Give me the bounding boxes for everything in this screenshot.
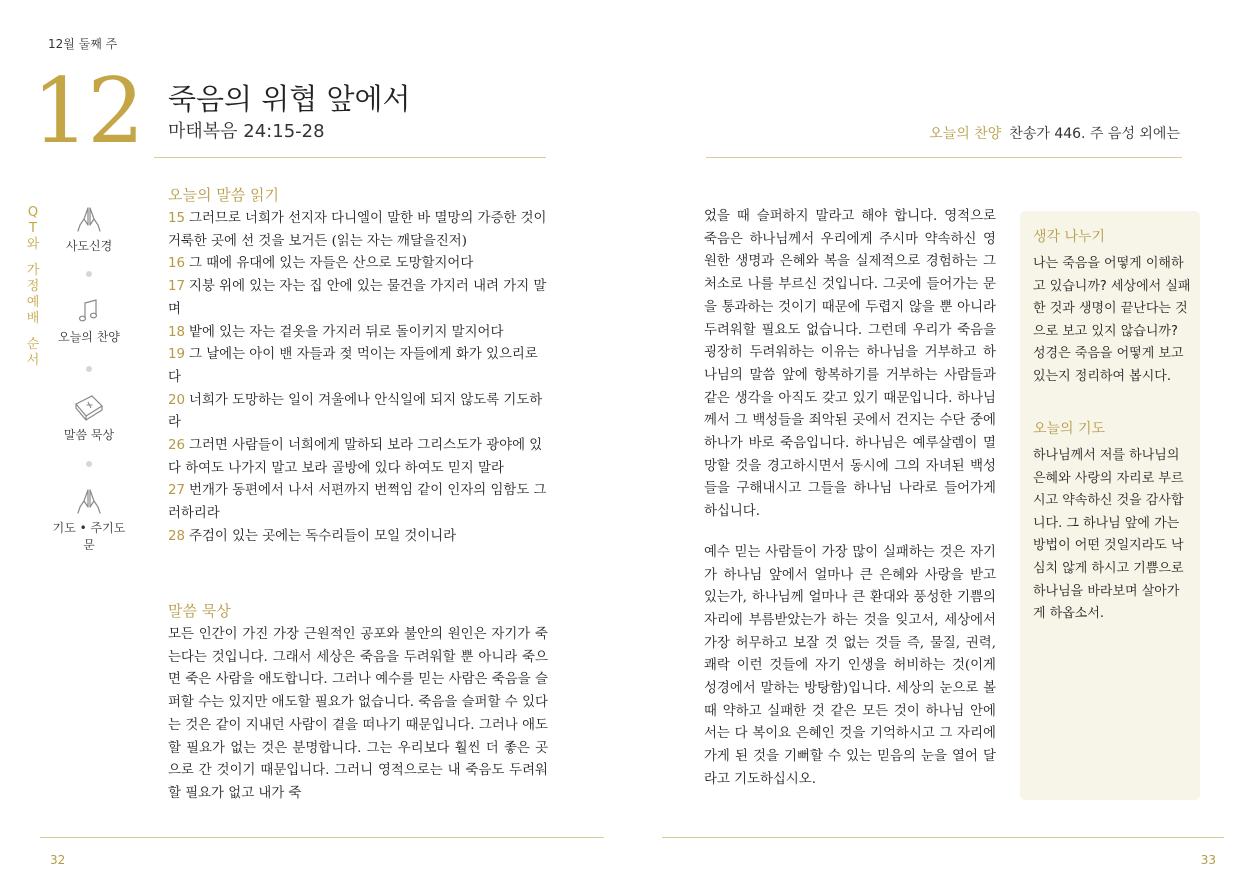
week-label: 12월 둘째 주 [48, 37, 118, 51]
bible-book-icon [72, 392, 106, 422]
sharing-heading: 생각 나누기 [1033, 229, 1106, 245]
sidebar-item-creed [50, 205, 128, 254]
page-title: 죽음의 위협 앞에서 [168, 82, 411, 116]
prayer-heading: 오늘의 기도 [1033, 421, 1106, 437]
verse: 18 밭에 있는 자는 겉옷을 가지러 뒤로 돌이키지 말지어다 [168, 324, 504, 340]
vertical-char: 와 [26, 237, 40, 252]
vertical-char: Q [27, 205, 39, 220]
meditation-text-right [704, 206, 996, 792]
meditation-paragraph: 었을 때 슬퍼하지 말라고 해야 합니다. 영적으로 죽음은 하나님께서 우리에게 주시마 약속하신 영원한 생명과 은혜와 복을 실제적으로 경험하는 그 처소로 나를 부르신 것입니다. 그곳에 들어가는 문을 통과하는 것이기 때문에 두렵지 않을 뿐 아니라 두려워할 필요도 없습니다. 그런데 우리가 죽음을 굉장히 두려워하는 이유는 하나님을 거부하고 하나님의 말씀 앞에 항복하기를 거부하는 사람들과 같은 생각을 아직도 갖고 있기 때문입니다. 하나님께서 그 백성들을 죄악된 곳에서 건지는 수단 중에 하나가 바로 죽음입니다. 하나님은 예루살렘이 멸망할 것을 경고하시면서 동시에 그의 자녀된 백성들을 구해내시고 그들을 하나님 나라로 들어가게 하십니다. [704, 209, 996, 520]
meditation-paragraph: 모든 인간이 가진 가장 근원적인 공포와 불안의 원인은 자기가 죽는다는 것입니다. 그래서 세상은 죽음을 두려워할 뿐 아니라 죽으면 죽은 사람을 애도합니다. 그러나 예수를 믿는 사람은 죽음을 슬퍼할 수는 있지만 애도할 필요가 없습니다. 죽음을 슬퍼할 수 있다는 것은 같이 지내던 사람이 곁을 떠나기 때문입니다. 그러나 애도할 필요가 없는 것은 분명합니다. 그는 우리보다 훨씬 더 좋은 곳으로 간 것이기 때문입니다. 그러니 영적으로는 내 죽음도 두려워할 필요가 없고 내가 죽 [168, 627, 548, 801]
sharing-text: 나는 죽음을 어떻게 이해하고 있습니까? 세상에서 실패한 것과 생명이 끝난다는 것으로 보고 있지 않습니까? 성경은 죽음을 어떻게 보고 있는지 정리하여 봅시다. [1033, 256, 1191, 384]
sidebar-dot [86, 271, 92, 277]
meditation-paragraph: 예수 믿는 사람들이 가장 많이 실패하는 것은 자기가 하나님 앞에서 얼마나 큰 은혜와 사랑을 받고 있는가, 하나님께 얼마나 큰 환대와 풍성한 기쁨의 자리에 부름받았는가 하는 것을 잊고서, 세상에서 가장 허무하고 보잘 것 없는 것들 즉, 물질, 권력, 쾌락 이런 것들에 자기 인생을 허비하는 것(이게 성경에서 말하는 방탕함)입니다. 세상의 눈으로 볼 때 약하고 실패한 것 같은 모든 것이 하나님 안에서는 다 복이요 은혜인 것을 기억하시고 그 자리에 가게 된 것을 기뻐할 수 있는 믿음의 눈을 열어 달라고 기도하십시오. [704, 544, 996, 787]
sidebar-item-meditation [50, 392, 128, 443]
verse: 26 그러면 사람들이 너희에게 말하되 보라 그리스도가 광야에 있다 하여도 나가지 말고 보라 골방에 있다 하여도 믿지 말라 [168, 438, 543, 476]
verse: 20 너희가 도망하는 일이 겨울에나 안식일에 되지 않도록 기도하라 [168, 392, 543, 431]
verse: 15 그러므로 너희가 선지자 다니엘이 말한 바 멸망의 가증한 것이 거룩한 곳에 선 것을 보거든 (읽는 자는 깨달을진저) [168, 211, 547, 249]
hymn-info [929, 124, 1180, 144]
reflection-box [1020, 211, 1200, 800]
sidebar-label: 말씀 묵상 [63, 428, 115, 442]
hymn-label: 오늘의 찬양 [929, 126, 1002, 142]
vertical-char: T [29, 221, 37, 236]
footer-rule-right [662, 837, 1224, 838]
verse: 19 그 날에는 아이 밴 자들과 젖 먹이는 자들에게 화가 있으리로다 [168, 347, 538, 385]
praying-hands-icon [74, 205, 104, 233]
footer-rule-left [40, 837, 604, 838]
meditation-heading: 말씀 묵상 [168, 602, 231, 620]
vertical-char: 서 [26, 353, 40, 368]
vertical-char: 가 [26, 263, 40, 278]
vertical-char: 예 [26, 295, 40, 310]
sidebar-item-hymn [50, 298, 128, 345]
header-rule-left [154, 157, 546, 158]
sidebar-label: 오늘의 찬양 [58, 330, 120, 344]
vertical-char: 배 [26, 311, 40, 326]
meditation-text-left [168, 624, 548, 806]
sidebar-label: 사도신경 [65, 239, 113, 253]
page-number-right: 33 [1200, 853, 1216, 867]
page-number-left: 32 [50, 853, 66, 867]
verse: 16 그 때에 유대에 있는 자들은 산으로 도망할지어다 [168, 256, 474, 272]
vertical-char: 정 [26, 279, 40, 294]
hymn-text: 찬송가 446. 주 음성 외에는 [1009, 126, 1180, 142]
sidebar-dot [86, 461, 92, 467]
header-rule-right [706, 157, 1182, 158]
reading-heading: 오늘의 말씀 읽기 [168, 186, 279, 204]
praying-hands-icon [74, 487, 104, 515]
passage-reference: 마태복음 24:15-28 [168, 121, 325, 142]
vertical-label [26, 205, 40, 369]
verse: 28 주검이 있는 곳에는 독수리들이 모일 것이니라 [168, 528, 457, 544]
music-note-icon [74, 298, 104, 324]
sidebar-item-prayer [50, 487, 128, 553]
sidebar-label: 기도 • 주기도문 [52, 521, 126, 552]
sidebar-dot [86, 366, 92, 372]
day-number: 12 [32, 59, 143, 164]
verse: 27 번개가 동편에서 나서 서편까지 번쩍임 같이 인자의 임함도 그러하리라 [168, 483, 547, 522]
scripture-passage [168, 208, 548, 549]
prayer-text: 하나님께서 저를 하나님의 은혜와 사랑의 자리로 부르시고 약속하신 것을 감사합니다. 그 하나님 앞에 가는 방법이 어떤 것일지라도 낙심치 않게 하시고 기쁨으로 하나님을 바라보며 살아가게 하옵소서. [1033, 448, 1184, 622]
vertical-char: 순 [26, 337, 40, 352]
verse: 17 지붕 위에 있는 자는 집 안에 있는 물건을 가지러 내려 가지 말며 [168, 279, 547, 317]
